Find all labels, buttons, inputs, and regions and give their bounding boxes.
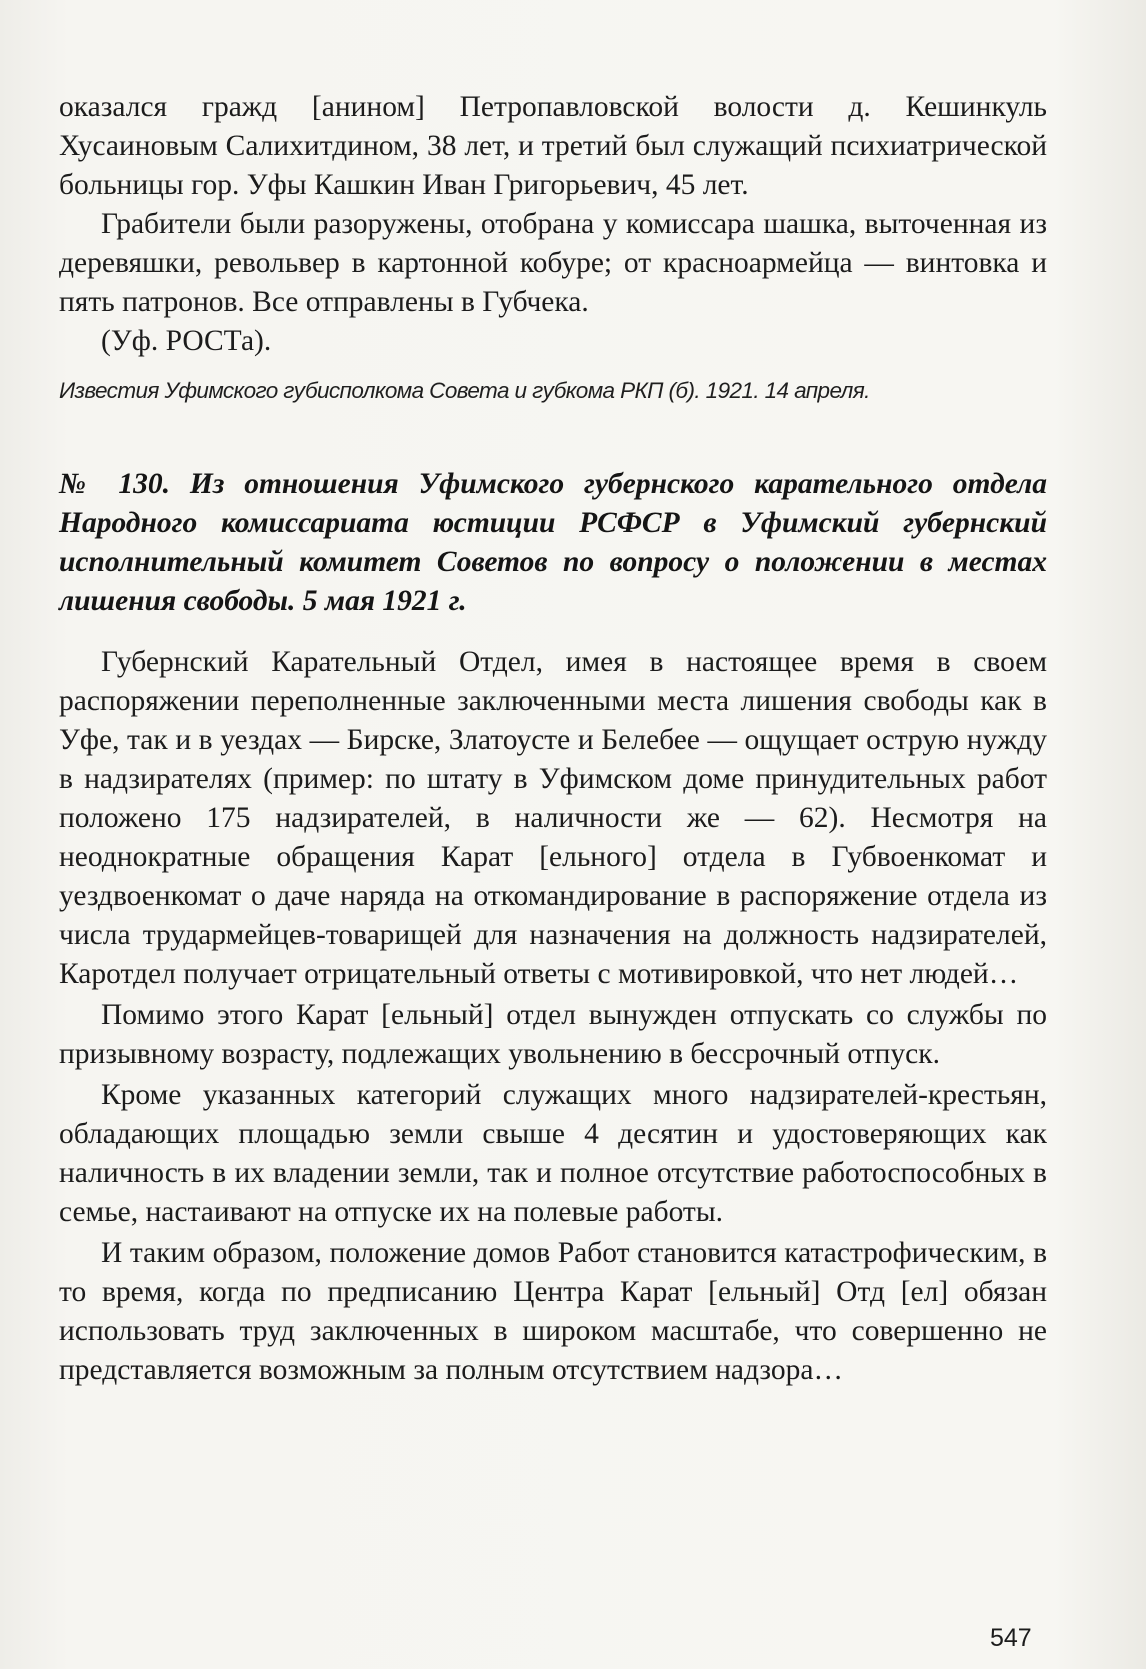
paragraph-catastrophic: И таким образом, положение домов Работ становится катастрофическим, в то время, когда по предписанию Центра Карат [ельный] Отд [ел] обязан использовать труд заключенных в широком масштабе, что совершенно не представляется возможным за полным отсутствием надзора… [59,1237,1047,1386]
paragraph-peasant-guards: Кроме указанных категорий служащих много надзирателей-крестьян, обладающих площадью земли свыше 4 десятин и удостоверяющих как наличность в их владении земли, так и полное отсутствие работоспособных в семье, настаивают на отпуске их на полевые работы. [59,1079,1047,1228]
paragraph-source-agency: (Уф. РОСТа). [101,325,272,357]
paragraph-staff-shortage: Губернский Карательный Отдел, имея в настоящее время в своем распоряжении переполненные заключенными места лишения свободы как в Уфе, так и в уездах — Бирске, Златоусте и Белебее — ощущает острую нужду в надзирателях (пример: по штату в Уфимском доме принудительных работ положено 175 надзирателей, в наличности же — 62). Несмотря на неоднократные обращения Карат [ельного] отдела в Губвоенкомат и уездвоенкомат о даче наряда на откомандирование в распоряжение отдела из числа трудармейцев-товарищей для назначения на должность надзирателей, Каротдел получает отрицательный ответы с мотивировкой, что нет людей… [59,646,1047,990]
paragraph-conscription: Помимо этого Карат [ельный] отдел вынужден отпускать со службы по призывному возрасту, подлежащих увольнению в бессрочный отпуск. [59,999,1047,1070]
page-number: 547 [990,1624,1032,1652]
main-text-block [59,643,1047,1390]
paragraph-disarmed: Грабители были разоружены, отобрана у комиссара шашка, выточенная из деревяшки, револьвер в картонной кобуре; от красноармейца — винтовка и пять патронов. Все отправлены в Губчека. [59,208,1047,318]
source-citation: Известия Уфимского губисполкома Совета и губкома РКП (б). 1921. 14 апреля. [59,378,870,403]
continued-text-block [59,88,1047,361]
document-heading: № 130. Из отношения Уфимского губернского карательного отдела Народного комиссариата юстиции РСФСР в Уфимский губернский исполнительный комитет Советов по вопросу о положении в местах лишения свободы. 5 мая 1921 г. [59,468,1047,617]
paragraph-continued: оказался гражд [анином] Петропавловской волости д. Кешинкуль Хусаиновым Салихитдином, 38 лет, и третий был служащий психиатрической больницы гор. Уфы Кашкин Иван Григорьевич, 45 лет. [59,91,1047,201]
